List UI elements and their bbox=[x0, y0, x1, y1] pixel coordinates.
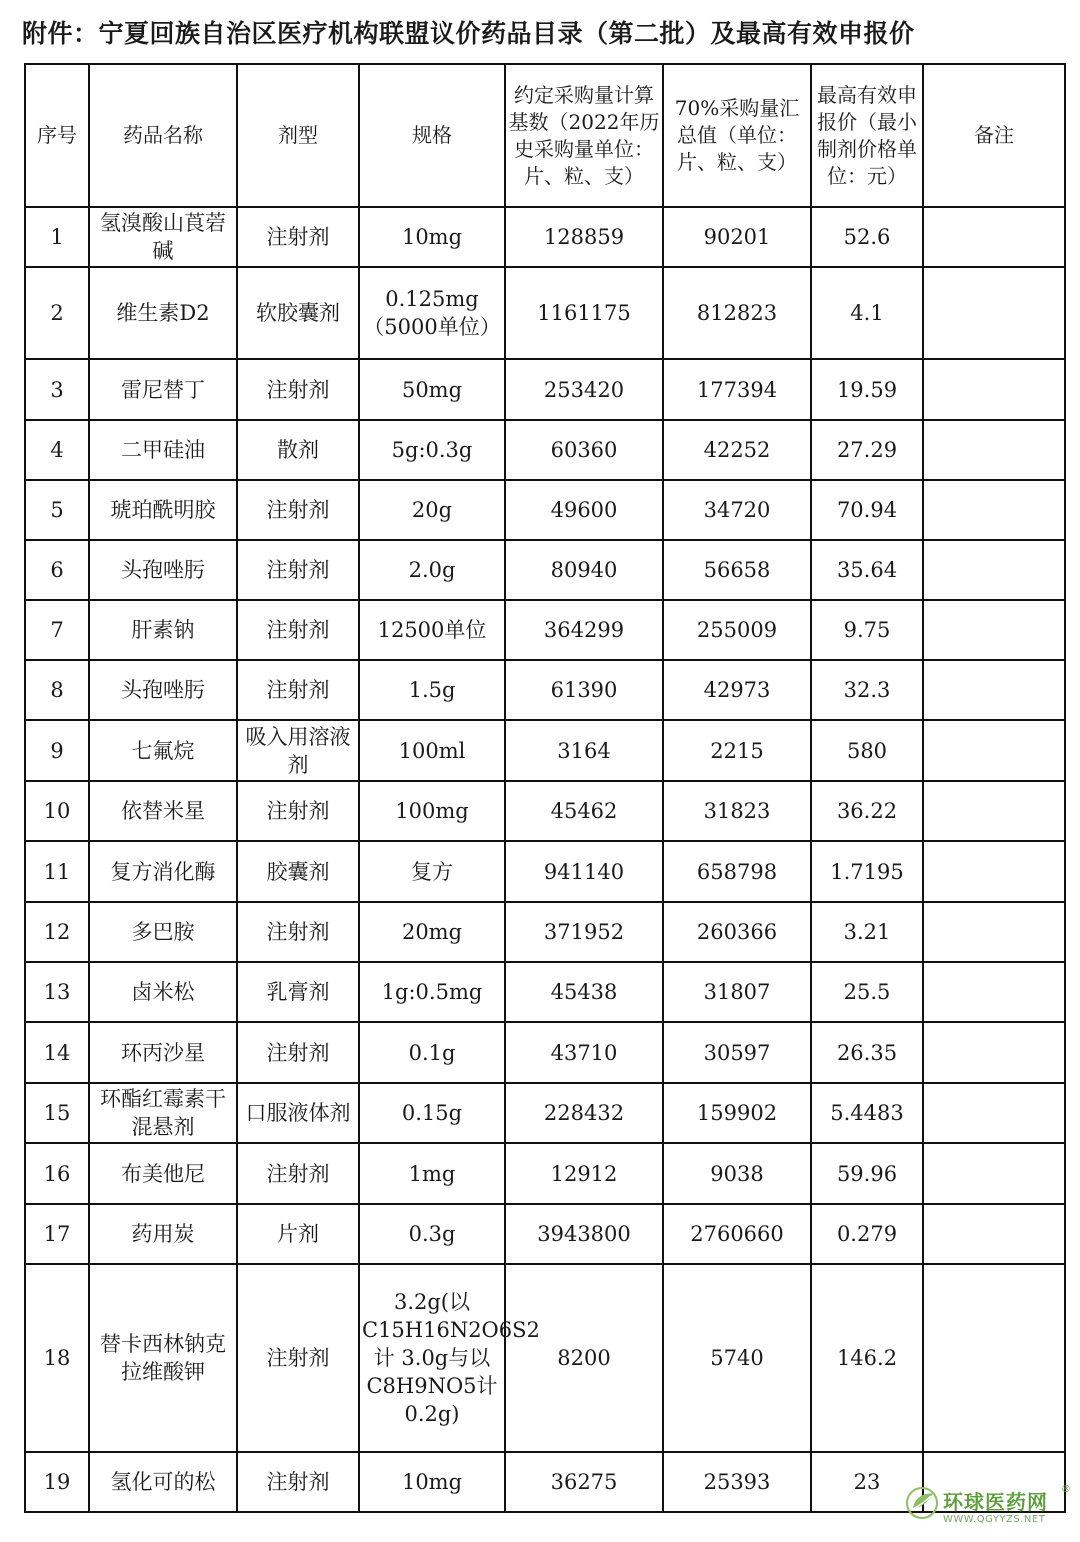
registered-mark: ® bbox=[1061, 1484, 1071, 1495]
cell-70pct-volume: 25393 bbox=[663, 1452, 811, 1512]
cell-70pct-volume: 31807 bbox=[663, 962, 811, 1022]
table-row bbox=[25, 600, 1065, 660]
cell-seq: 15 bbox=[25, 1083, 89, 1143]
cell-max-price: 25.5 bbox=[811, 962, 923, 1022]
cell-seq: 2 bbox=[25, 267, 89, 359]
cell-note bbox=[923, 267, 1065, 359]
document-title: 附件：宁夏回族自治区医疗机构联盟议价药品目录（第二批）及最高有效申报价 bbox=[22, 19, 915, 48]
cell-dosage-form: 注射剂 bbox=[237, 1264, 359, 1452]
cell-note bbox=[923, 841, 1065, 902]
cell-drug-name: 肝素钠 bbox=[89, 600, 237, 660]
cell-drug-name: 替卡西林钠克拉维酸钾 bbox=[89, 1264, 237, 1452]
watermark-url: WWW.QGYYZS.NET bbox=[943, 1514, 1046, 1525]
cell-purchase-base: 228432 bbox=[505, 1083, 663, 1143]
cell-seq: 3 bbox=[25, 359, 89, 420]
cell-dosage-form: 注射剂 bbox=[237, 902, 359, 962]
cell-drug-name: 依替米星 bbox=[89, 781, 237, 841]
cell-dosage-form: 注射剂 bbox=[237, 540, 359, 600]
cell-seq: 14 bbox=[25, 1022, 89, 1083]
cell-spec: 12500单位 bbox=[359, 600, 505, 660]
cell-70pct-volume: 2215 bbox=[663, 720, 811, 781]
table-row bbox=[25, 1204, 1065, 1264]
cell-70pct-volume: 658798 bbox=[663, 841, 811, 902]
cell-spec: 0.1g bbox=[359, 1022, 505, 1083]
cell-seq: 10 bbox=[25, 781, 89, 841]
table-body bbox=[25, 207, 1065, 1512]
cell-purchase-base: 941140 bbox=[505, 841, 663, 902]
cell-spec: 0.3g bbox=[359, 1204, 505, 1264]
cell-dosage-form: 吸入用溶液剂 bbox=[237, 720, 359, 781]
cell-purchase-base: 1161175 bbox=[505, 267, 663, 359]
cell-seq: 7 bbox=[25, 600, 89, 660]
cell-spec: 10mg bbox=[359, 207, 505, 267]
cell-spec: 3.2g(以C15H16N2O6S2计 3.0g与以C8H9NO5计0.2g) bbox=[359, 1264, 505, 1452]
table-row bbox=[25, 720, 1065, 781]
cell-spec: 5g:0.3g bbox=[359, 420, 505, 480]
cell-max-price: 580 bbox=[811, 720, 923, 781]
cell-70pct-volume: 159902 bbox=[663, 1083, 811, 1143]
table-row bbox=[25, 781, 1065, 841]
cell-70pct-volume: 255009 bbox=[663, 600, 811, 660]
cell-note bbox=[923, 1204, 1065, 1264]
cell-70pct-volume: 42973 bbox=[663, 660, 811, 720]
cell-70pct-volume: 260366 bbox=[663, 902, 811, 962]
cell-drug-name: 复方消化酶 bbox=[89, 841, 237, 902]
cell-purchase-base: 3164 bbox=[505, 720, 663, 781]
watermark-name: 环球医药网 bbox=[943, 1490, 1048, 1514]
table-row bbox=[25, 420, 1065, 480]
cell-purchase-base: 61390 bbox=[505, 660, 663, 720]
cell-max-price: 4.1 bbox=[811, 267, 923, 359]
cell-max-price: 59.96 bbox=[811, 1143, 923, 1204]
cell-drug-name: 头孢唑肟 bbox=[89, 660, 237, 720]
cell-70pct-volume: 56658 bbox=[663, 540, 811, 600]
cell-dosage-form: 胶囊剂 bbox=[237, 841, 359, 902]
leaf-globe-icon bbox=[905, 1486, 939, 1520]
cell-note bbox=[923, 600, 1065, 660]
cell-max-price: 1.7195 bbox=[811, 841, 923, 902]
cell-dosage-form: 乳膏剂 bbox=[237, 962, 359, 1022]
cell-seq: 8 bbox=[25, 660, 89, 720]
cell-purchase-base: 12912 bbox=[505, 1143, 663, 1204]
cell-seq: 13 bbox=[25, 962, 89, 1022]
cell-spec: 100ml bbox=[359, 720, 505, 781]
cell-seq: 17 bbox=[25, 1204, 89, 1264]
table-row bbox=[25, 1083, 1065, 1143]
table-row bbox=[25, 660, 1065, 720]
cell-70pct-volume: 5740 bbox=[663, 1264, 811, 1452]
cell-drug-name: 二甲硅油 bbox=[89, 420, 237, 480]
cell-note bbox=[923, 781, 1065, 841]
cell-spec: 0.125mg（5000单位） bbox=[359, 267, 505, 359]
cell-spec: 2.0g bbox=[359, 540, 505, 600]
cell-note bbox=[923, 420, 1065, 480]
cell-70pct-volume: 31823 bbox=[663, 781, 811, 841]
cell-spec: 1.5g bbox=[359, 660, 505, 720]
cell-note bbox=[923, 962, 1065, 1022]
cell-purchase-base: 45462 bbox=[505, 781, 663, 841]
table-row bbox=[25, 1264, 1065, 1452]
cell-seq: 1 bbox=[25, 207, 89, 267]
cell-note bbox=[923, 720, 1065, 781]
cell-70pct-volume: 34720 bbox=[663, 480, 811, 540]
cell-max-price: 146.2 bbox=[811, 1264, 923, 1452]
cell-70pct-volume: 812823 bbox=[663, 267, 811, 359]
cell-dosage-form: 注射剂 bbox=[237, 781, 359, 841]
cell-drug-name: 氢化可的松 bbox=[89, 1452, 237, 1512]
cell-purchase-base: 253420 bbox=[505, 359, 663, 420]
cell-max-price: 3.21 bbox=[811, 902, 923, 962]
cell-note bbox=[923, 540, 1065, 600]
table-row bbox=[25, 902, 1065, 962]
cell-seq: 9 bbox=[25, 720, 89, 781]
cell-seq: 4 bbox=[25, 420, 89, 480]
cell-max-price: 23 bbox=[811, 1452, 923, 1512]
cell-spec: 20g bbox=[359, 480, 505, 540]
cell-purchase-base: 43710 bbox=[505, 1022, 663, 1083]
cell-purchase-base: 36275 bbox=[505, 1452, 663, 1512]
cell-max-price: 27.29 bbox=[811, 420, 923, 480]
cell-spec: 1mg bbox=[359, 1143, 505, 1204]
cell-note bbox=[923, 1264, 1065, 1452]
cell-note bbox=[923, 1143, 1065, 1204]
cell-note bbox=[923, 1022, 1065, 1083]
cell-purchase-base: 80940 bbox=[505, 540, 663, 600]
cell-spec: 1g:0.5mg bbox=[359, 962, 505, 1022]
cell-purchase-base: 49600 bbox=[505, 480, 663, 540]
cell-max-price: 9.75 bbox=[811, 600, 923, 660]
cell-70pct-volume: 9038 bbox=[663, 1143, 811, 1204]
cell-max-price: 32.3 bbox=[811, 660, 923, 720]
watermark bbox=[905, 1482, 1075, 1532]
table-row bbox=[25, 480, 1065, 540]
cell-note bbox=[923, 660, 1065, 720]
cell-purchase-base: 45438 bbox=[505, 962, 663, 1022]
cell-seq: 12 bbox=[25, 902, 89, 962]
table-row bbox=[25, 962, 1065, 1022]
cell-note bbox=[923, 902, 1065, 962]
table-row bbox=[25, 267, 1065, 359]
cell-max-price: 70.94 bbox=[811, 480, 923, 540]
cell-note bbox=[923, 480, 1065, 540]
header-max-price: 最高有效申报价（最小制剂价格单位：元） bbox=[811, 64, 923, 207]
cell-70pct-volume: 177394 bbox=[663, 359, 811, 420]
cell-purchase-base: 8200 bbox=[505, 1264, 663, 1452]
cell-drug-name: 雷尼替丁 bbox=[89, 359, 237, 420]
cell-note bbox=[923, 359, 1065, 420]
cell-spec: 0.15g bbox=[359, 1083, 505, 1143]
cell-drug-name: 布美他尼 bbox=[89, 1143, 237, 1204]
cell-70pct-volume: 42252 bbox=[663, 420, 811, 480]
cell-seq: 11 bbox=[25, 841, 89, 902]
cell-dosage-form: 注射剂 bbox=[237, 600, 359, 660]
cell-purchase-base: 371952 bbox=[505, 902, 663, 962]
header-spec: 规格 bbox=[359, 64, 505, 207]
cell-spec: 100mg bbox=[359, 781, 505, 841]
cell-70pct-volume: 90201 bbox=[663, 207, 811, 267]
cell-max-price: 5.4483 bbox=[811, 1083, 923, 1143]
cell-dosage-form: 散剂 bbox=[237, 420, 359, 480]
cell-spec: 10mg bbox=[359, 1452, 505, 1512]
cell-spec: 20mg bbox=[359, 902, 505, 962]
cell-dosage-form: 口服液体剂 bbox=[237, 1083, 359, 1143]
cell-max-price: 0.279 bbox=[811, 1204, 923, 1264]
header-seq: 序号 bbox=[25, 64, 89, 207]
cell-drug-name: 药用炭 bbox=[89, 1204, 237, 1264]
cell-max-price: 19.59 bbox=[811, 359, 923, 420]
cell-seq: 19 bbox=[25, 1452, 89, 1512]
cell-max-price: 36.22 bbox=[811, 781, 923, 841]
table-row bbox=[25, 207, 1065, 267]
cell-purchase-base: 60360 bbox=[505, 420, 663, 480]
table-row bbox=[25, 359, 1065, 420]
cell-dosage-form: 注射剂 bbox=[237, 207, 359, 267]
cell-drug-name: 环酯红霉素干混悬剂 bbox=[89, 1083, 237, 1143]
cell-drug-name: 环丙沙星 bbox=[89, 1022, 237, 1083]
cell-max-price: 26.35 bbox=[811, 1022, 923, 1083]
cell-drug-name: 维生素D2 bbox=[89, 267, 237, 359]
cell-spec: 50mg bbox=[359, 359, 505, 420]
table-row bbox=[25, 1022, 1065, 1083]
cell-note bbox=[923, 207, 1065, 267]
cell-drug-name: 头孢唑肟 bbox=[89, 540, 237, 600]
cell-dosage-form: 注射剂 bbox=[237, 1022, 359, 1083]
header-drug-name: 药品名称 bbox=[89, 64, 237, 207]
header-dosage-form: 剂型 bbox=[237, 64, 359, 207]
cell-max-price: 35.64 bbox=[811, 540, 923, 600]
cell-dosage-form: 软胶囊剂 bbox=[237, 267, 359, 359]
cell-70pct-volume: 2760660 bbox=[663, 1204, 811, 1264]
cell-drug-name: 氢溴酸山莨菪碱 bbox=[89, 207, 237, 267]
table-row bbox=[25, 540, 1065, 600]
cell-max-price: 52.6 bbox=[811, 207, 923, 267]
cell-dosage-form: 注射剂 bbox=[237, 1143, 359, 1204]
cell-drug-name: 卤米松 bbox=[89, 962, 237, 1022]
header-70pct-volume: 70%采购量汇总值（单位：片、粒、支） bbox=[663, 64, 811, 207]
cell-seq: 16 bbox=[25, 1143, 89, 1204]
cell-dosage-form: 注射剂 bbox=[237, 1452, 359, 1512]
cell-note bbox=[923, 1083, 1065, 1143]
cell-spec: 复方 bbox=[359, 841, 505, 902]
cell-drug-name: 七氟烷 bbox=[89, 720, 237, 781]
cell-drug-name: 琥珀酰明胶 bbox=[89, 480, 237, 540]
table-row bbox=[25, 841, 1065, 902]
cell-seq: 18 bbox=[25, 1264, 89, 1452]
cell-drug-name: 多巴胺 bbox=[89, 902, 237, 962]
cell-purchase-base: 3943800 bbox=[505, 1204, 663, 1264]
cell-70pct-volume: 30597 bbox=[663, 1022, 811, 1083]
drug-price-table bbox=[24, 63, 1066, 1513]
cell-dosage-form: 注射剂 bbox=[237, 480, 359, 540]
cell-dosage-form: 注射剂 bbox=[237, 660, 359, 720]
header-note: 备注 bbox=[923, 64, 1065, 207]
cell-dosage-form: 片剂 bbox=[237, 1204, 359, 1264]
cell-seq: 5 bbox=[25, 480, 89, 540]
cell-seq: 6 bbox=[25, 540, 89, 600]
table-row bbox=[25, 1143, 1065, 1204]
cell-purchase-base: 364299 bbox=[505, 600, 663, 660]
header-purchase-base: 约定采购量计算基数（2022年历史采购量单位：片、粒、支） bbox=[505, 64, 663, 207]
cell-purchase-base: 128859 bbox=[505, 207, 663, 267]
header-row bbox=[25, 64, 1065, 207]
cell-dosage-form: 注射剂 bbox=[237, 359, 359, 420]
